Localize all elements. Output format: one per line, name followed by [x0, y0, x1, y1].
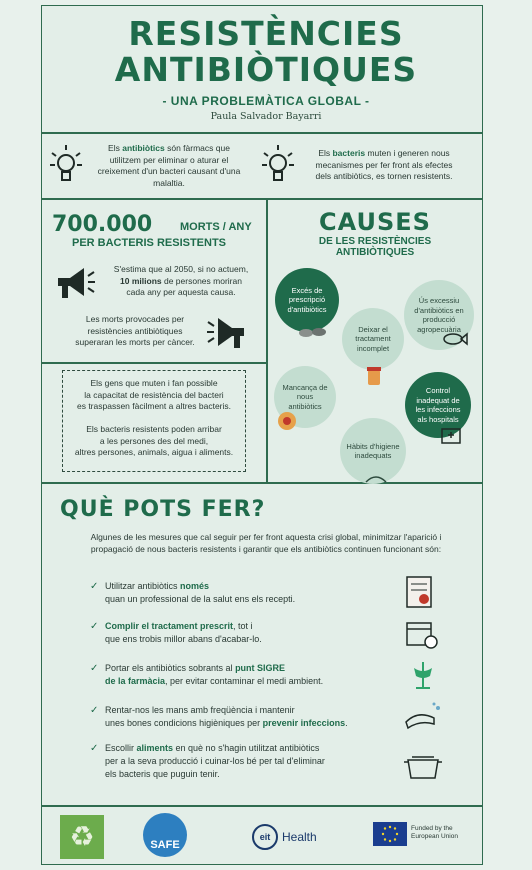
pharmacy-icon — [408, 658, 438, 692]
deaths-cancer: Les morts provocades per resistències antibiòtiques superaran les morts per càncer. — [75, 314, 195, 347]
fish-icon — [442, 332, 468, 346]
divider — [41, 132, 483, 134]
action-item: Utilitzar antibiòtics només quan un professional de la salut ens els recepti. — [105, 581, 296, 604]
health-label: Health — [282, 830, 317, 844]
check-icon: ✓ — [90, 663, 99, 674]
check-icon: ✓ — [90, 621, 99, 632]
causes-title: CAUSES — [319, 208, 431, 236]
hands-icon — [364, 470, 388, 486]
subtitle: - UNA PROBLEMÀTICA GLOBAL - — [162, 94, 370, 108]
intro-right-text: Els bacteris muten i generen nous mecanismes per fer front als efectes dels antibiòtics, es tornen resistents. — [315, 148, 453, 181]
cause-circle: Mancança de nous antibiòtics — [274, 366, 336, 428]
cause-circle: Ús excessiu d'antibiòtics en producció agropecuària — [404, 280, 474, 350]
prescription-icon — [404, 574, 434, 610]
lightbulb-icon — [260, 143, 296, 187]
actions-title: QUÈ POTS FER? — [60, 497, 266, 522]
title-line-1: RESISTÈNCIES — [128, 14, 404, 53]
recycle-logo — [60, 815, 104, 859]
deaths-unit: MORTS / ANY — [180, 221, 252, 233]
author: Paula Salvador Bayarri — [210, 111, 322, 122]
check-icon: ✓ — [90, 705, 99, 716]
pill-bottle-icon — [362, 366, 388, 386]
megaphone-icon — [206, 314, 250, 352]
deaths-subtitle: PER BACTERIS RESISTENTS — [72, 237, 227, 249]
check-icon: ✓ — [90, 581, 99, 592]
hospital-icon — [440, 424, 462, 444]
divider — [41, 805, 483, 807]
microscope-icon — [276, 410, 298, 432]
eit-mark: eit — [252, 824, 278, 850]
eu-funded-label: Funded by the European Union — [411, 825, 458, 840]
lightbulb-icon — [48, 143, 84, 187]
action-item: Rentar-nos les mans amb freqüència i mantenir unes bones condicions higièniques per prevenir infeccions. — [105, 705, 348, 728]
check-icon: ✓ — [90, 743, 99, 754]
spread-text: Els gens que muten i fan possible la capacitat de resistència del bacteri es traspassen fàcilment a altres bacteris. Els bacteris resistents poden arribar a les persones des del medi, altres persones, animals, aigua i aliments. — [74, 378, 234, 457]
divider — [266, 198, 268, 482]
intro-left-text: Els antibiòtics són fàrmacs que utilitzem per eliminar o aturar el creixement d'un bacteri causant d'una malaltia. — [97, 143, 241, 188]
cooking-pot-icon — [402, 750, 444, 782]
divider — [41, 362, 267, 364]
cause-circle: Excés de prescripció d'antibiòtics — [275, 268, 339, 332]
action-item: Portar els antibiòtics sobrants al punt SIGRE de la farmàcia, per evitar contaminar el medi ambient. — [105, 663, 324, 686]
cause-circle: Control inadequat de les infeccions als hospitals — [405, 372, 471, 438]
pills-icon — [298, 324, 328, 342]
cause-circle: Deixar el tractament incomplet — [342, 308, 404, 370]
divider — [41, 482, 483, 484]
deaths-estimate: S'estima que al 2050, si no actuem, 10 milions de persones moriran cada any per aquesta causa. — [113, 264, 249, 297]
cause-circle: Hàbits d'higiene inadequats — [340, 418, 406, 484]
hand-washing-icon — [404, 700, 444, 730]
causes-subtitle: DE LES RESISTÈNCIES ANTIBIÒTIQUES — [318, 236, 432, 258]
megaphone-icon — [52, 264, 96, 302]
svg-text:♻: ♻ — [69, 820, 95, 853]
title-line-2: ANTIBIÒTIQUES — [114, 50, 418, 89]
divider — [41, 198, 483, 200]
safe-logo: SAFE — [143, 813, 187, 857]
calendar-clock-icon — [404, 618, 440, 650]
eit-health-logo — [252, 822, 352, 852]
eu-flag-icon — [373, 822, 407, 846]
deaths-number: 700.000 — [52, 212, 153, 237]
actions-intro: Algunes de les mesures que cal seguir per fer front aquesta crisi global, minimitzar l'aparició i propagació de nous bacteris resistents i garantir que els antibiòtics continuen funcionant són: — [90, 532, 442, 554]
action-item: Escollir aliments en què no s'hagin utilitzat antibiòtics per a la seva producció i cuinar-los bé per tal d'eliminar els bacteris que puguin tenir. — [105, 743, 325, 779]
action-item: Complir el tractament prescrit, tot i que ens trobis millor abans d'acabar-lo. — [105, 621, 262, 644]
